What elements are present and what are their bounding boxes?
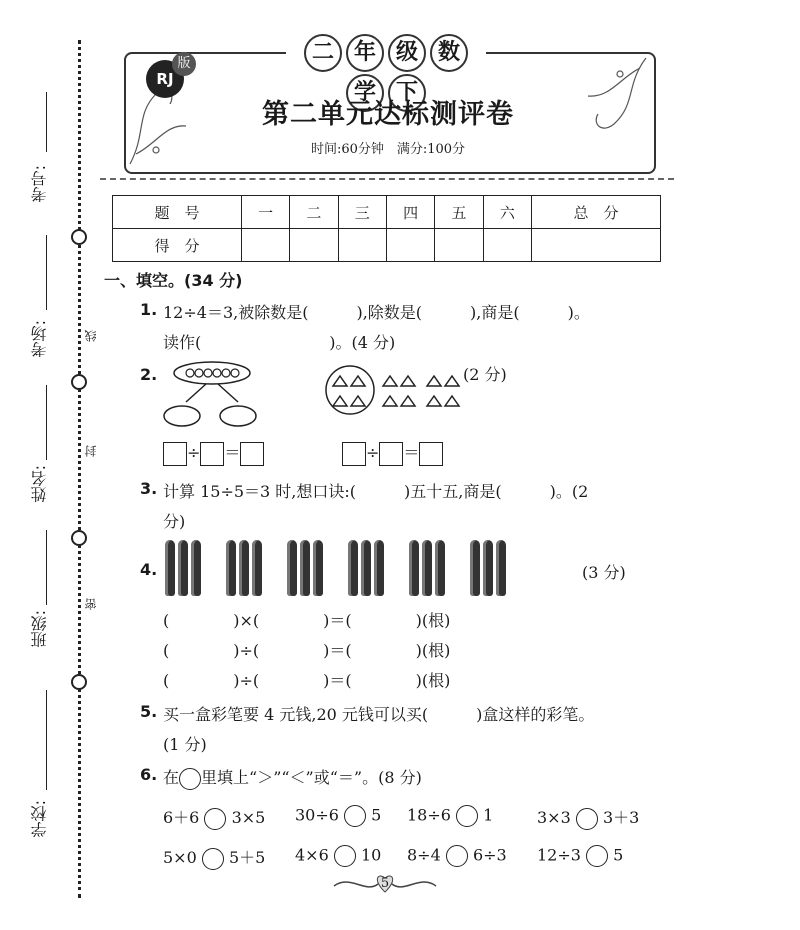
pencil-icon [178, 540, 188, 596]
compare-item [295, 845, 381, 867]
cut-mark: 线 [84, 330, 98, 342]
binding-ring [71, 530, 87, 546]
pencil-icon [422, 540, 432, 596]
table-header-cell: 二 [290, 196, 338, 229]
pencil-icon [483, 540, 493, 596]
pencil-group [165, 540, 204, 600]
question-number: 3. [140, 479, 158, 498]
score-cell[interactable] [290, 229, 338, 262]
table-header-cell: 六 [483, 196, 531, 229]
compare-circle[interactable] [344, 805, 366, 827]
right-expr: 5＋5 [228, 848, 266, 867]
right-expr: 10 [360, 845, 382, 865]
label-exam-room: 考场: [30, 320, 49, 358]
label-class: 班级: [30, 610, 49, 648]
pencil-icon [313, 540, 323, 596]
pencil-icon [435, 540, 445, 596]
prompt-b: 里填上“＞”“＜”或“＝”。(8 分) [201, 768, 422, 787]
page-number: 5 [380, 876, 390, 891]
prompt-a: 在 [163, 768, 180, 787]
compare-item [537, 805, 639, 830]
formula-blank: ÷ ＝ [163, 440, 264, 466]
cut-mark: 封 [84, 445, 98, 457]
compare-item [163, 805, 265, 830]
pencil-group [348, 540, 387, 600]
answer-box[interactable] [240, 442, 264, 466]
left-expr: 12÷3 [537, 845, 581, 865]
pencil-groups [165, 540, 531, 600]
table-header-cell: 总 分 [532, 196, 661, 229]
pencil-icon [287, 540, 297, 596]
grade-banner [286, 32, 486, 105]
points: (3 分) [582, 563, 626, 582]
table-row-label: 得 分 [113, 229, 242, 262]
question-number: 5. [140, 702, 158, 721]
question-text: (1 分) [163, 735, 207, 754]
label-exam-number: 考号: [30, 165, 49, 203]
compare-circle[interactable] [586, 845, 608, 867]
score-cell[interactable] [532, 229, 661, 262]
compare-circle[interactable] [202, 848, 224, 870]
binding-ring [71, 229, 87, 245]
table-header-cell: 一 [241, 196, 289, 229]
label-name: 姓名: [30, 465, 49, 503]
compare-circle[interactable] [334, 845, 356, 867]
pencil-icon [374, 540, 384, 596]
binding-dotted-line [78, 40, 81, 898]
compare-circle[interactable] [446, 845, 468, 867]
pencil-group [409, 540, 448, 600]
compare-circle[interactable] [456, 805, 478, 827]
edition-badge: RJ [146, 60, 184, 98]
question-number: 2. [140, 365, 158, 384]
pencil-icon [348, 540, 358, 596]
pencil-icon [191, 540, 201, 596]
pencil-group [287, 540, 326, 600]
table-header-cell: 题 号 [113, 196, 242, 229]
pencil-icon [165, 540, 175, 596]
score-cell[interactable] [483, 229, 531, 262]
compare-item [407, 845, 507, 867]
blank-line [46, 690, 47, 790]
answer-box[interactable] [379, 442, 403, 466]
compare-item [537, 845, 623, 867]
score-cell[interactable] [241, 229, 289, 262]
left-expr: 4×6 [295, 845, 329, 865]
pencil-icon [361, 540, 371, 596]
right-expr: 5 [613, 845, 624, 865]
edition-suffix: 版 [172, 52, 196, 76]
compare-circle[interactable] [204, 808, 226, 830]
blank-line [46, 385, 47, 460]
left-expr: 6＋6 [163, 808, 200, 827]
triangle-diagram [325, 360, 470, 436]
grade-char: 数 [430, 34, 468, 72]
score-cell[interactable] [386, 229, 434, 262]
compare-item [163, 845, 265, 870]
binding-ring [71, 674, 87, 690]
question-text: 买一盒彩笔要 4 元钱,20 元钱可以买( )盒这样的彩笔。 [163, 705, 595, 724]
grade-char: 下 [388, 74, 426, 112]
cut-mark: 密 [84, 598, 98, 610]
score-cell[interactable] [435, 229, 483, 262]
score-table [112, 195, 661, 262]
question-number: 4. [140, 560, 158, 579]
right-expr: 6÷3 [472, 845, 507, 865]
answer-box[interactable] [200, 442, 224, 466]
division-diagram [160, 358, 260, 434]
question-text: 12÷4＝3,被除数是( ),除数是( ),商是( )。 [163, 303, 590, 322]
table-header-cell: 三 [338, 196, 386, 229]
answer-box[interactable] [163, 442, 187, 466]
left-expr: 8÷4 [407, 845, 441, 865]
label-school: 学校: [30, 800, 49, 838]
right-expr: 5 [371, 805, 382, 825]
pencil-group [470, 540, 509, 600]
table-header-cell: 五 [435, 196, 483, 229]
blank-line [46, 92, 47, 152]
answer-box[interactable] [419, 442, 443, 466]
page-title: 第二单元达标测评卷 [262, 99, 514, 130]
formula-blank: ÷ ＝ [342, 440, 443, 466]
question-text [163, 765, 422, 790]
left-expr: 18÷6 [407, 805, 451, 825]
grade-char: 二 [304, 34, 342, 72]
compare-item [407, 805, 493, 827]
left-expr: 5×0 [163, 848, 197, 867]
compare-item [295, 805, 381, 827]
grade-char: 年 [346, 34, 384, 72]
grade-char: 级 [388, 34, 426, 72]
left-expr: 3×3 [537, 808, 571, 827]
section-title: 一、填空。(34 分) [104, 271, 243, 290]
circle-icon [179, 768, 201, 790]
question-text: 分) [163, 512, 186, 531]
blank-line [46, 530, 47, 605]
pencil-icon [239, 540, 249, 596]
question-text: 计算 15÷5＝3 时,想口诀:( )五十五,商是( )。(2 [163, 482, 589, 501]
equation-row: ( )×( )＝( )(根) [163, 611, 451, 630]
answer-box[interactable] [342, 442, 366, 466]
pencil-icon [409, 540, 419, 596]
equation-row: ( )÷( )＝( )(根) [163, 671, 451, 690]
pencil-icon [496, 540, 506, 596]
grade-char: 学 [346, 74, 384, 112]
blank-line [46, 235, 47, 310]
binding-ring [71, 374, 87, 390]
question-text: 读作( )。(4 分) [163, 333, 396, 352]
pencil-icon [470, 540, 480, 596]
question-number: 6. [140, 765, 158, 784]
table-header-cell: 四 [386, 196, 434, 229]
left-expr: 30÷6 [295, 805, 339, 825]
equation-row: ( )÷( )＝( )(根) [163, 641, 451, 660]
pencil-icon [226, 540, 236, 596]
right-expr: 1 [483, 805, 494, 825]
time-info: 时间:60分钟 满分:100分 [310, 142, 466, 157]
pencil-icon [252, 540, 262, 596]
compare-circle[interactable] [576, 808, 598, 830]
question-number: 1. [140, 300, 158, 319]
score-cell[interactable] [338, 229, 386, 262]
right-expr: 3×5 [231, 808, 266, 827]
pencil-group [226, 540, 265, 600]
points: (2 分) [463, 365, 507, 384]
pencil-icon [300, 540, 310, 596]
divider [100, 178, 674, 185]
right-expr: 3＋3 [602, 808, 640, 827]
